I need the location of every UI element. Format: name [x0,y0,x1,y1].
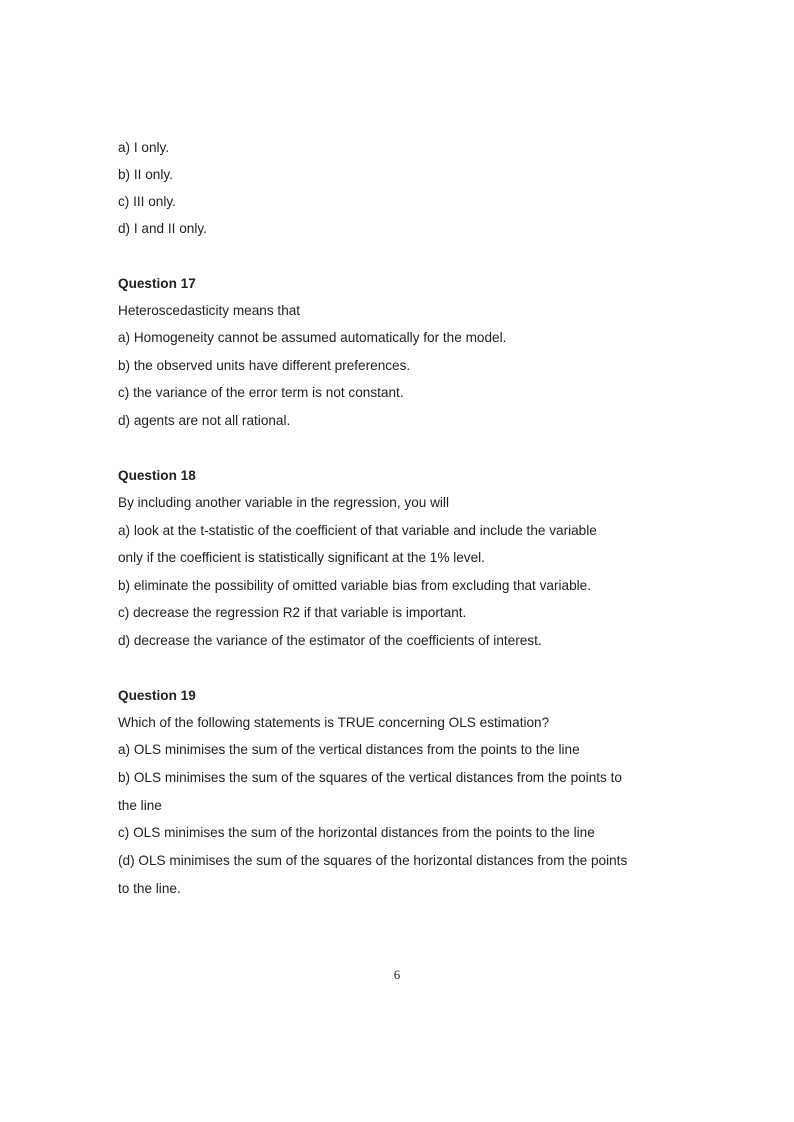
option-d: d) I and II only. [118,221,207,236]
option-a: a) OLS minimises the sum of the vertical distances from the points to the line [118,742,580,757]
option-c: c) the variance of the error term is not constant. [118,385,404,400]
option-d: (d) OLS minimises the sum of the squares of the horizontal distances from the points [118,853,628,868]
page-number: 6 [393,967,401,982]
option-c: c) decrease the regression R2 if that variable is important. [118,605,467,620]
option-b: b) II only. [118,167,173,182]
option-c: c) OLS minimises the sum of the horizontal distances from the points to the line [118,825,595,840]
question-title: Question 17 [118,276,196,291]
question-title: Question 19 [118,688,196,703]
option-b: b) eliminate the possibility of omitted variable bias from excluding that variable. [118,578,591,593]
option-a-cont: only if the coefficient is statistically significant at the 1% level. [118,550,485,565]
option-a: a) look at the t-statistic of the coefficient of that variable and include the variable [118,523,597,538]
question-stem: Which of the following statements is TRUE concerning OLS estimation? [118,715,550,730]
option-d: d) decrease the variance of the estimator of the coefficients of interest. [118,633,542,648]
question-stem: By including another variable in the regression, you will [118,495,449,510]
option-b: b) the observed units have different preferences. [118,358,411,373]
option-d-cont: to the line. [118,881,181,896]
question-title: Question 18 [118,468,196,483]
option-d: d) agents are not all rational. [118,413,291,428]
option-b: b) OLS minimises the sum of the squares of the vertical distances from the points to [118,770,622,785]
question-stem: Heteroscedasticity means that [118,303,301,318]
option-a: a) Homogeneity cannot be assumed automatically for the model. [118,330,507,345]
option-b-cont: the line [118,798,162,813]
option-c: c) III only. [118,194,176,209]
option-a: a) I only. [118,140,170,155]
